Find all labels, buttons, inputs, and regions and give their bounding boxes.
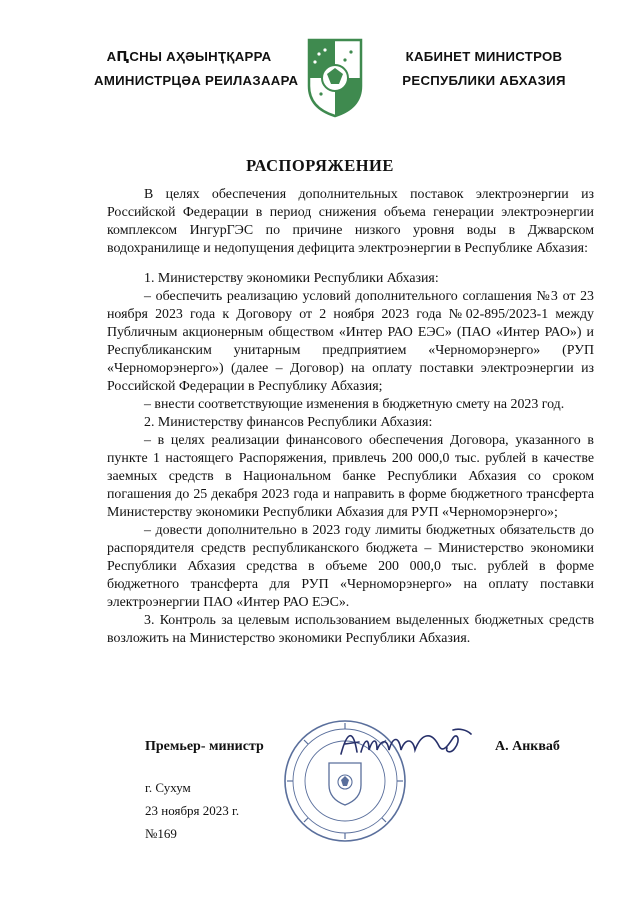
signatory-name: А. Анкваб [495,739,560,754]
clause-1-heading: 1. Министерству экономики Республики Абхазия: [144,271,439,286]
abkhazia-emblem-icon [305,38,365,118]
clause-3-paragraph: 3. Контроль за целевым использованием выделенных бюджетных средств возложить на Министерство экономики Республики Абхазия. [107,613,594,646]
header-right-block [389,45,579,93]
document-number: №169 [145,826,177,841]
document-date: 23 ноября 2023 г. [145,803,240,818]
header-right-line2: РЕСПУБЛИКИ АБХАЗИЯ [402,73,566,88]
preamble-paragraph: В целях обеспечения дополнительных поставок электроэнергии из Российской Федерации в период снижения объема генерации электроэнергии комплексом ИнгурГЭС по причине низкого уровня воды в Джварском водохранилище и недопущения дефицита электроэнергии в Республике Абхазия: [107,187,594,256]
header-left-line2: АМИНИСТРЦӘА РЕИЛАЗААРА [94,73,299,88]
header-right-line1: КАБИНЕТ МИНИСТРОВ [405,49,563,64]
clause-1-item-1: – обеспечить реализацию условий дополнительного соглашения №3 от 23 ноября 2023 года к Договору от 2 ноября 2023 года №02-895/2023-1 между Публичным акционерным обществом «Интер РАО ЕЭС» (ПАО «Интер РАО») и Республиканским унитарным предприятием «Черноморэнерго» (РУП «Черноморэнерго») (далее – Договор) на оплату поставки электроэнергии из Российской Федерации в Республику Абхазия; [107,289,594,394]
document-body [107,186,594,648]
clause-2-item-1: – в целях реализации финансового обеспечения Договора, указанного в пункте 1 настоящего Распоряжения, привлечь 200 000,0 тыс. рублей в качестве заемных средств в Национальном банке Республики Абхазия со сроком погашения до 25 декабря 2023 года и направить в форме бюджетного трансферта Министерству экономики Республики Абхазия для РУП «Черноморэнерго»; [107,433,594,520]
header-left-line1: АԤСНЫ АҲӘЫНҬҚАРРА [106,49,272,64]
handwritten-signature-icon [335,724,475,764]
document-city: г. Сухум [145,780,191,795]
clause-2-heading: 2. Министерству финансов Республики Абхазия: [144,415,433,430]
clause-1-item-2: – внести соответствующие изменения в бюджетную смету на 2023 год. [144,397,565,412]
signatory-position: Премьер- министр [145,739,264,754]
document-title: РАСПОРЯЖЕНИЕ [246,156,394,175]
clause-2-item-2: – довести дополнительно в 2023 году лимиты бюджетных обязательств до распорядителя средств республиканского бюджета – Министерство экономики Республики Абхазия средства в объеме 200 000,0 тыс. рублей в форме бюджетного трансферта для РУП «Черноморэнерго» на оплату поставки электроэнергии ПАО «Интер РАО ЕЭС». [107,523,594,610]
header-left-block [94,45,299,93]
